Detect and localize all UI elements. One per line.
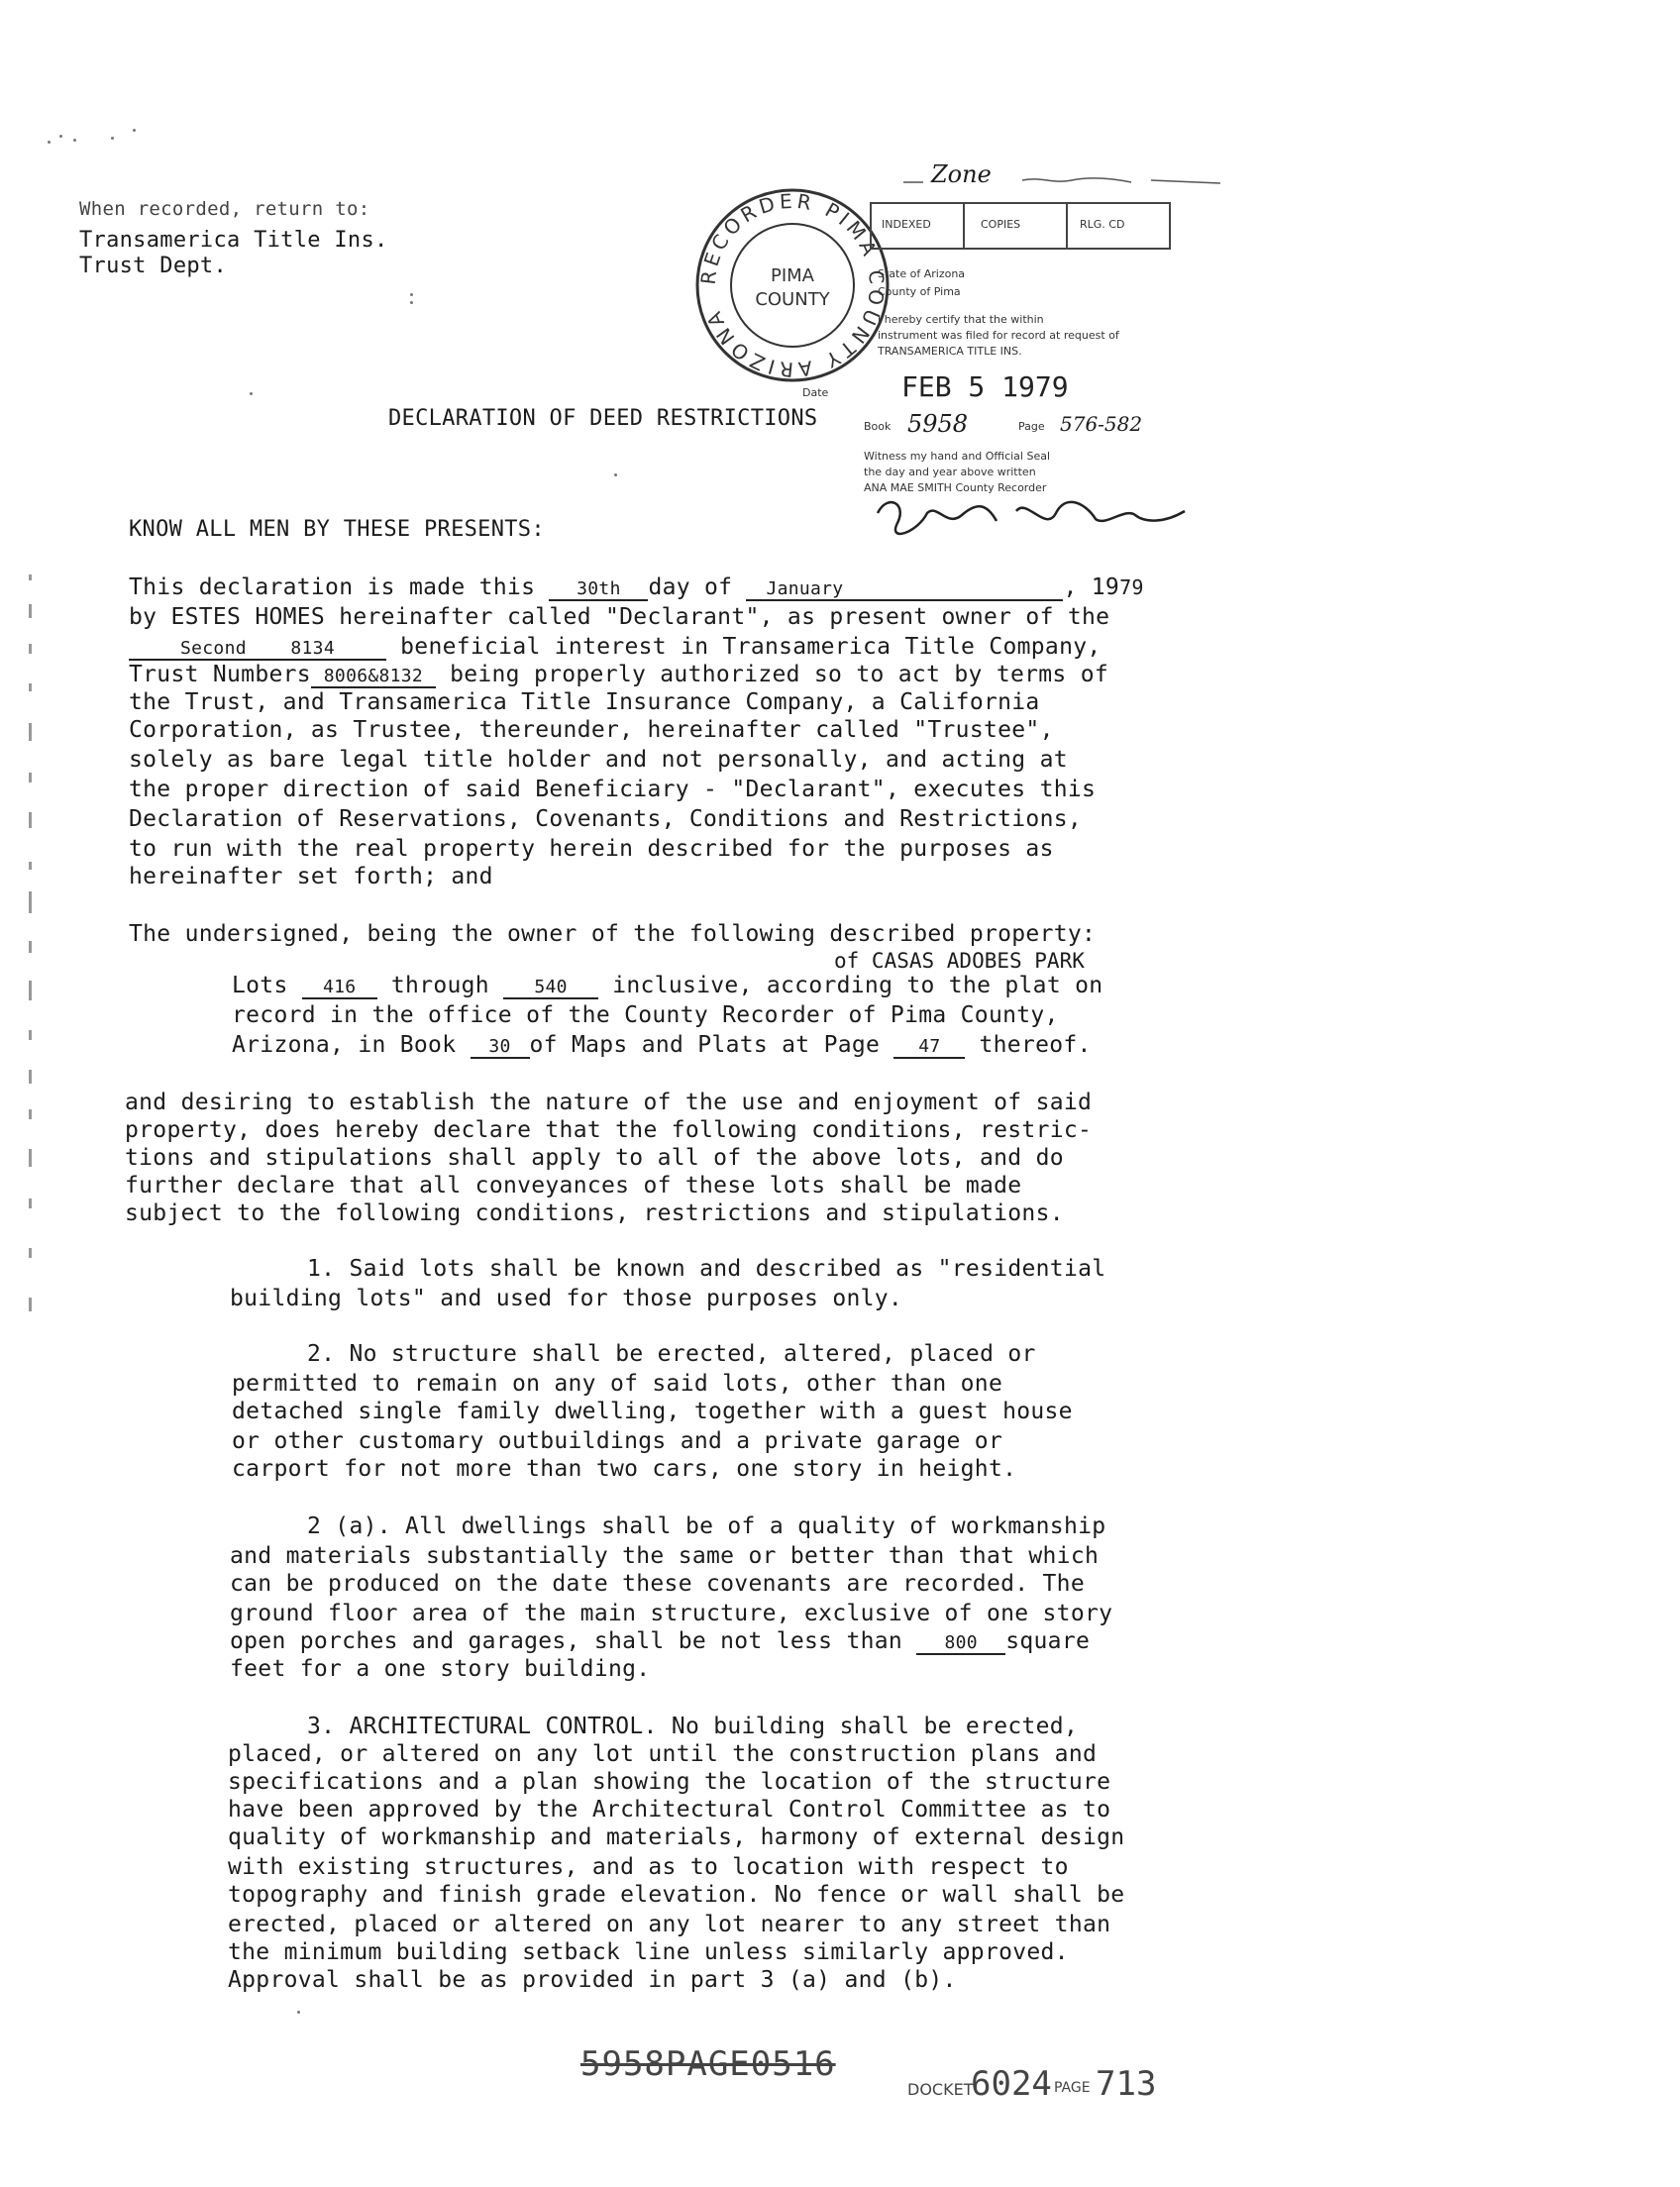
index-header-copies: COPIES: [981, 218, 1021, 231]
intro-line-5: the Trust, and Transamerica Title Insurance Company, a California: [129, 689, 1040, 715]
property-line-2: Lots 416 through 540 inclusive, according to the plat on: [232, 973, 1103, 998]
item3-line-10: Approval shall be as provided in part 3 (a) and (b).: [228, 1967, 957, 1993]
return-to-company: Transamerica Title Ins.: [79, 228, 388, 253]
desiring-line-1: and desiring to establish the nature of the use and enjoyment of said: [125, 1090, 1093, 1115]
index-header-indexed: INDEXED: [882, 218, 931, 231]
stamp-witness-1: Witness my hand and Official Seal: [864, 450, 1051, 463]
item3-line-1: 3. ARCHITECTURAL CONTROL. No building shall be erected,: [307, 1714, 1079, 1739]
item2a-line-5: open porches and garages, shall be not less than 800 square: [230, 1628, 1091, 1654]
stamp-county: County of Pima: [878, 285, 961, 298]
item2a-line-3: can be produced on the date these covenants are recorded. The: [230, 1571, 1085, 1597]
recorder-stamp: [693, 160, 1228, 543]
intro-line-4: Trust Numbers 8006&8132 being properly authorized so to act by terms of: [129, 662, 1108, 687]
trust-numbers-field: 8006&8132: [311, 667, 436, 688]
left-margin-marks: [22, 565, 42, 1357]
struck-docket-number: 5958PAGE0516: [580, 2044, 836, 2084]
index-box: [870, 202, 1171, 250]
item2a-line-4: ground floor area of the main structure, exclusive of one story: [230, 1601, 1113, 1626]
year-field: 79: [1119, 575, 1144, 599]
item3-line-2: placed, or altered on any lot until the construction plans and: [228, 1741, 1098, 1767]
intro-line-2: by ESTES HOMES hereinafter called "Declarant", as present owner of the: [129, 604, 1110, 630]
return-to-dept: Trust Dept.: [79, 254, 227, 278]
intro-line-1: This declaration is made this 30th day of January , 1979: [129, 574, 1144, 600]
item3-line-4: have been approved by the Architectural Control Committee as to: [228, 1797, 1111, 1822]
stamp-book-label: Book: [864, 420, 892, 433]
stamp-book-value: 5958: [907, 410, 969, 438]
intro-line-3: Second 8134 beneficial interest in Transamerica Title Company,: [129, 632, 1102, 662]
docket-label: DOCKET: [907, 2080, 974, 2099]
item2-line-1: 2. No structure shall be erected, altered, placed or: [307, 1341, 1036, 1367]
recorder-signature: [868, 493, 1205, 543]
desiring-line-4: further declare that all conveyances of these lots shall be made: [125, 1173, 1022, 1198]
intro-line-10: to run with the real property herein described for the purposes as: [129, 836, 1054, 862]
stamp-certify-1: I hereby certify that the within: [878, 313, 1044, 326]
item3-line-5: quality of workmanship and materials, harmony of external design: [228, 1824, 1125, 1850]
item2a-line-1: 2 (a). All dwellings shall be of a quality of workmanship: [307, 1513, 1106, 1539]
seal-center-pima: PIMA: [770, 265, 815, 286]
item2-line-2: permitted to remain on any of said lots, other than one: [232, 1371, 1003, 1397]
item2-line-5: carport for not more than two cars, one story in height.: [232, 1456, 1017, 1482]
lot-to-field: 540: [503, 978, 598, 999]
item2-line-3: detached single family dwelling, together with a guest house: [232, 1399, 1073, 1424]
intro-line-6: Corporation, as Trustee, thereunder, hereinafter called "Trustee",: [129, 717, 1054, 743]
stamp-date-value: FEB 5 1979: [901, 370, 1069, 403]
county-seal: [693, 186, 892, 384]
plat-book-field: 30: [471, 1037, 530, 1059]
item3-line-9: the minimum building setback line unless similarly approved.: [228, 1939, 1069, 1965]
month-field: January: [746, 579, 1063, 601]
footer-page-label: PAGE: [1054, 2080, 1091, 2096]
intro-line-8: the proper direction of said Beneficiary - "Declarant", executes this: [129, 777, 1097, 802]
stamp-certify-3: TRANSAMERICA TITLE INS.: [878, 345, 1022, 358]
item2a-line-2: and materials substantially the same or better than that which: [230, 1543, 1100, 1569]
item1-line-2: building lots" and used for those purposes only.: [230, 1286, 903, 1311]
stamp-page-label: Page: [1018, 420, 1045, 433]
lot-from-field: 416: [302, 978, 377, 999]
item3-line-6: with existing structures, and as to location with respect to: [228, 1854, 1069, 1880]
property-line-4: Arizona, in Book 30 of Maps and Plats at Page 47 thereof.: [232, 1032, 1092, 1058]
seal-ring-text: RECORDER PIMA COUNTY ARIZONA: [695, 188, 890, 382]
interest-field: Second 8134: [129, 639, 386, 661]
intro-line-9: Declaration of Reservations, Covenants, Conditions and Restrictions,: [129, 806, 1083, 832]
seal-center-county: COUNTY: [755, 289, 830, 310]
return-to-line: When recorded, return to:: [79, 198, 370, 220]
desiring-line-3: tions and stipulations shall apply to all of the above lots, and do: [125, 1145, 1064, 1171]
item2-line-4: or other customary outbuildings and a private garage or: [232, 1428, 1003, 1454]
stamp-witness-3: ANA MAE SMITH County Recorder: [864, 481, 1047, 494]
plat-page-field: 47: [893, 1037, 965, 1059]
index-header-rlg: RLG. CD: [1080, 218, 1125, 231]
stamp-certify-2: instrument was filed for record at request of: [878, 329, 1119, 342]
stamp-page-value: 576-582: [1060, 412, 1143, 436]
stamp-state: State of Arizona: [878, 267, 966, 280]
item2a-line-6: feet for a one story building.: [230, 1656, 651, 1682]
intro-line-7: solely as bare legal title holder and not personally, and acting at: [129, 747, 1068, 773]
subdivision-name: of CASAS ADOBES PARK: [834, 949, 1085, 973]
top-hand-scribble: [903, 174, 1230, 188]
stamp-date-label: Date: [802, 386, 829, 399]
docket-value: 6024: [971, 2064, 1052, 2104]
property-line-3: record in the office of the County Recorder of Pima County,: [232, 1002, 1059, 1028]
desiring-line-5: subject to the following conditions, restrictions and stipulations.: [125, 1200, 1064, 1226]
desiring-line-2: property, does hereby declare that the following conditions, restric-: [125, 1117, 1093, 1143]
top-hand-note: Zone: [931, 160, 992, 188]
sqft-field: 800: [916, 1633, 1005, 1655]
item3-line-7: topography and finish grade elevation. No fence or wall shall be: [228, 1882, 1125, 1908]
intro-line-11: hereinafter set forth; and: [129, 864, 493, 889]
property-line-1: The undersigned, being the owner of the following described property:: [129, 921, 1097, 947]
item3-line-3: specifications and a plan showing the location of the structure: [228, 1769, 1111, 1795]
footer-page-value: 713: [1096, 2064, 1157, 2104]
item3-line-8: erected, placed or altered on any lot nearer to any street than: [228, 1912, 1111, 1937]
day-field: 30th: [549, 579, 648, 601]
item1-line-1: 1. Said lots shall be known and described as "residential: [307, 1256, 1106, 1282]
greeting: KNOW ALL MEN BY THESE PRESENTS:: [129, 517, 545, 542]
stamp-witness-2: the day and year above written: [864, 466, 1036, 478]
document-title: DECLARATION OF DEED RESTRICTIONS: [388, 406, 818, 431]
